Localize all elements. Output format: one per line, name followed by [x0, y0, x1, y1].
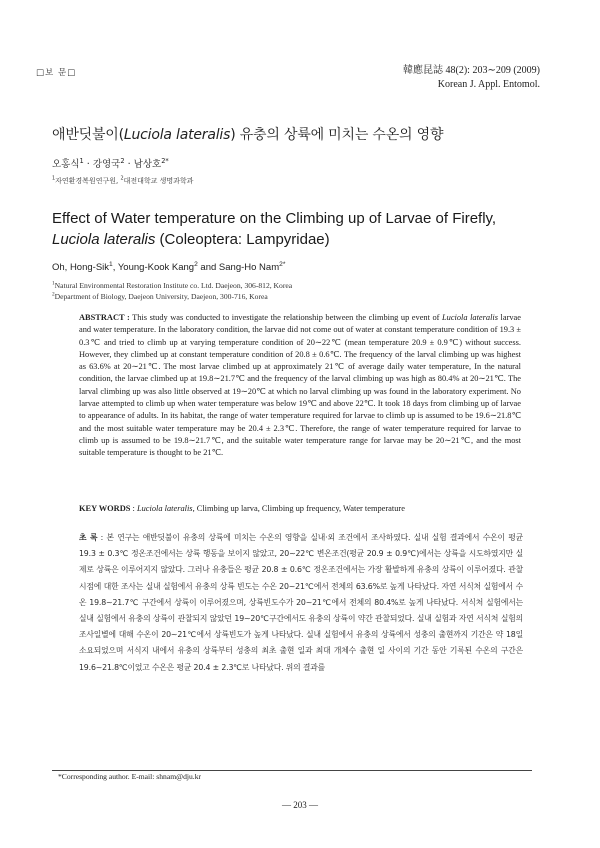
footnote-text: *Corresponding author. E-mail:	[58, 772, 157, 781]
abstract-text-2: larvae and water temperature. In the laboratory condition, the larvae did not come out of water at constant temperature condition of 19.3 ± 0.3℃ and tried to climb up at varying temperature condition of 20∼22℃ (mean temperature 20.9 ± 0.9℃) without success. However, they climbed up at constant temperature condition of 20.8 ± 0.6℃. The frequency of the larval climbing up was highest as 63.6% at 20∼21℃. The most larvae climbed up at approximately 21℃ of average daily water temperature, In the natural condition, the larvae climbed up at 19.8∼21.7℃ and the frequency of the larval climbing up was high as 80.4% at 20∼21℃. The larval climbing up was also little observed at 19∼20℃ at which no larval climbing up was found in the laboratory experiment. No larvae attempted to climb up when water temperature was below 19℃ and above 22℃. It took 18 days from climbing up of larvae to appearance of adults. In its habitat, the range of water temperature required for larvae to climb up is assumed to be 19.6∼21.8℃ and the most suitable water temperature may be 20.4 ± 2.3℃. Therefore, the range of water temperature required for larvae to climb up is assumed to be 19.8∼21.7℃, and the suitable water temperature range for larvae may be 20∼21℃, and the most suitable temperature is thought to be 21℃.	[79, 313, 521, 458]
korean-affiliation-2: 대전대학교 생명과학과	[123, 177, 194, 185]
korean-title	[52, 124, 443, 144]
korean-authors	[52, 156, 169, 170]
korean-title-species: Luciola lateralis	[123, 127, 231, 143]
affil-1-superscript: 1	[52, 175, 56, 182]
journal-citation-line2: Korean J. Appl. Entomol.	[437, 79, 540, 90]
korean-author-3: 남상호	[133, 159, 162, 170]
english-author-1: Oh, Hong-Sik	[52, 262, 110, 273]
abstract	[79, 312, 521, 460]
abstract-label: ABSTRACT :	[79, 313, 130, 322]
affil-1-superscript: 1	[52, 280, 55, 287]
author-3-superscript: 2*	[161, 156, 169, 165]
author-separator: ·	[124, 159, 134, 170]
english-title-order: (Coleoptera: Lampyridae)	[155, 231, 330, 248]
author-3-superscript: 2*	[279, 260, 286, 268]
korean-abstract-label: 초 록	[79, 533, 98, 542]
korean-abstract-text: : 본 연구는 애반딧불이 유충의 상륙에 미치는 수온의 영향을 실내·외 조건에서 조사하였다. 실내 실험 결과에서 수온이 평균 19.3 ± 0.3℃ 정온조건에서는 상륙 행동을 보이지 않았고, 20∼22℃ 변온조건(평균 20.9 ± 0.9℃)에서는 상륙을 시도하였지만 실제로 상륙은 이루어지지 않았다. 그러나 유충들은 평균 20.8 ± 0.6℃ 정온조건에서는 가장 활발하게 유충의 상륙이 이루어졌다. 관찰 시점에 대한 조사는 실내 실험에서 유충의 상륙 빈도는 수온 20∼21℃에서 전체의 63.6%로 높게 나타났다. 자연 서식처 실험에서 수온 19.8∼21.7℃ 구간에서 상륙이 이루어졌으며, 상륙빈도수가 20∼21℃에서 전체의 80.4%로 높게 나타났다. 서식처 실험에서는 실내 실험에서 유충의 상륙이 관찰되지 않았던 19∼20℃구간에서도 유충의 상륙이 약간 관찰되었다. 실내 실험과 자연 서식처 실험의 조사일별에 대해 수온이 20∼21℃에서 상륙빈도가 높게 나타났다. 실내 실험에서 유충의 상륙에서 성충의 출현까지 기간은 약 18일 소요되었으며 서식지 내에서 유충의 상륙부터 성충의 최초 출현 일과 최대 개체수 출현 일 사이의 기간 동안 기록된 수온의 구간은 19.6∼21.8℃이었고 수온은 평균 20.4 ± 2.3℃로 나타났다. 위의 결과를	[79, 533, 523, 672]
author-separator: ·	[83, 159, 93, 170]
english-title	[52, 208, 552, 250]
keywords	[79, 504, 521, 513]
corresponding-author-footnote	[58, 772, 201, 781]
footnote-divider	[52, 770, 532, 771]
english-author-3: and Sang-Ho Nam	[197, 262, 280, 273]
affil-2-superscript: 2	[52, 291, 55, 298]
author-2-superscript: 2	[194, 260, 198, 268]
affil-2-superscript: 2	[120, 175, 124, 182]
english-affiliation-2	[52, 291, 292, 302]
abstract-species: Luciola lateralis	[441, 313, 499, 322]
korean-affiliations	[52, 176, 193, 186]
author-1-superscript: 1	[79, 156, 84, 165]
keywords-label: KEY WORDS	[79, 504, 131, 513]
abstract-text-1: This study was conducted to investigate the relationship between the climbing up event of	[129, 313, 442, 322]
korean-title-suffix: ) 유충의 상륙에 미치는 수온의 영향	[230, 127, 444, 143]
english-author-2: , Young-Kook Kang	[112, 262, 195, 273]
keywords-separator: :	[130, 504, 137, 513]
korean-affiliation-1: 자연환경복원연구원,	[55, 177, 121, 185]
english-title-line1: Effect of Water temperature on the Climbing up of Larvae of Firefly,	[52, 210, 497, 227]
english-affiliation-2-text: Department of Biology, Daejeon University, Daejeon, 300-716, Korea	[54, 292, 268, 301]
english-title-line2	[52, 229, 552, 250]
english-affiliations	[52, 280, 292, 302]
journal-citation	[403, 64, 540, 92]
korean-title-prefix: 애반딧불이(	[52, 127, 124, 143]
english-title-species: Luciola lateralis	[52, 231, 156, 248]
section-label: □보 문□	[36, 68, 77, 78]
author-1-superscript: 1	[109, 260, 113, 268]
english-affiliation-1-text: Natural Environmental Restoration Institute co. Ltd. Daejeon, 306-812, Korea	[54, 281, 293, 290]
author-2-superscript: 2	[120, 156, 125, 165]
keywords-list: , Climbing up larva, Climbing up frequency, Water temperature	[192, 504, 405, 513]
author-email-link[interactable]: shnam@dju.kr	[156, 772, 202, 781]
english-affiliation-1	[52, 280, 292, 291]
korean-abstract	[79, 530, 523, 676]
english-authors	[52, 262, 285, 273]
keywords-species: Luciola lateralis	[136, 504, 193, 513]
journal-citation-line1: 韓應昆誌 48(2): 203∼209 (2009)	[403, 65, 540, 76]
korean-author-2: 강영국	[92, 159, 121, 170]
korean-author-1: 오홍식	[52, 159, 80, 170]
page-number: — 203 —	[282, 800, 318, 810]
